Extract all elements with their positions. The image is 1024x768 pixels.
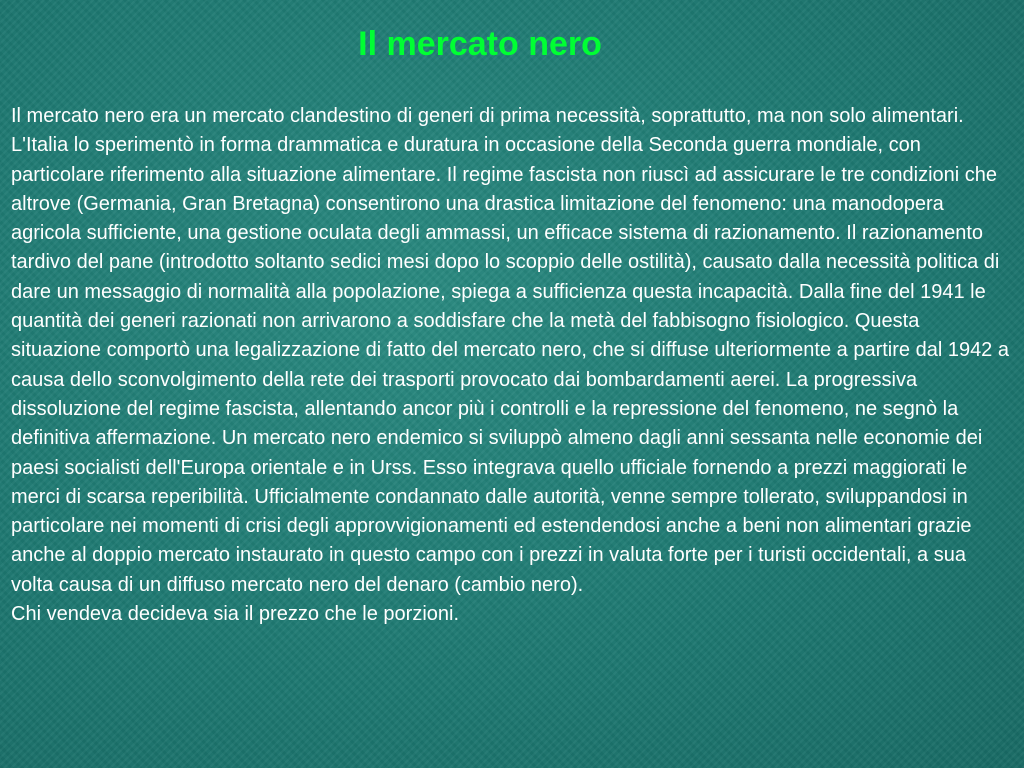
body-paragraph: Il mercato nero era un mercato clandestino di generi di prima necessità, soprattutto, ma non solo alimentari. L'Italia lo sperimentò in forma drammatica e duratura in occasione della Seconda guerra mondiale, con particolare riferimento alla situazione alimentare. Il regime fascista non riuscì ad assicurare le tre condizioni che altrove (Germania, Gran Bretagna) consentirono una drastica limitazione del fenomeno: una manodopera agricola sufficiente, una gestione oculata degli ammassi, un efficace sistema di razionamento. Il razionamento tardivo del pane (introdotto soltanto sedici mesi dopo lo scoppio delle ostilità), causato dalla necessità politica di dare un messaggio di normalità alla popolazione, spiega a sufficienza questa incapacità. Dalla fine del 1941 le quantità dei generi razionati non arrivarono a soddisfare che la metà del fabbisogno fisiologico. Questa situazione comportò una legalizzazione di fatto del mercato nero, che si diffuse ulteriormente a partire dal 1942 a causa dello sconvolgimento della rete dei trasporti provocato dai bombardamenti aerei. La progressiva dissoluzione del regime fascista, allentando ancor più i controlli e la repressione del fenomeno, ne segnò la definitiva affermazione. Un mercato nero endemico si sviluppò almeno dagli anni sessanta nelle economie dei paesi socialisti dell'Europa orientale e in Urss. Esso integrava quello ufficiale fornendo a prezzi maggiorati le merci di scarsa reperibilità. Ufficialmente condannato dalle autorità, venne sempre tollerato, sviluppandosi in particolare nei momenti di crisi degli approvvigionamenti ed estendendosi anche a beni non alimentari grazie anche al doppio mercato instaurato in questo campo con i prezzi in valuta forte per i turisti occidentali, a sua volta causa di un diffuso mercato nero del denaro (cambio nero). [11, 105, 1009, 596]
body-paragraph-closing: Chi vendeva decideva sia il prezzo che le porzioni. [11, 603, 460, 626]
slide-body [11, 102, 1011, 629]
slide-title: Il mercato nero [358, 25, 602, 63]
